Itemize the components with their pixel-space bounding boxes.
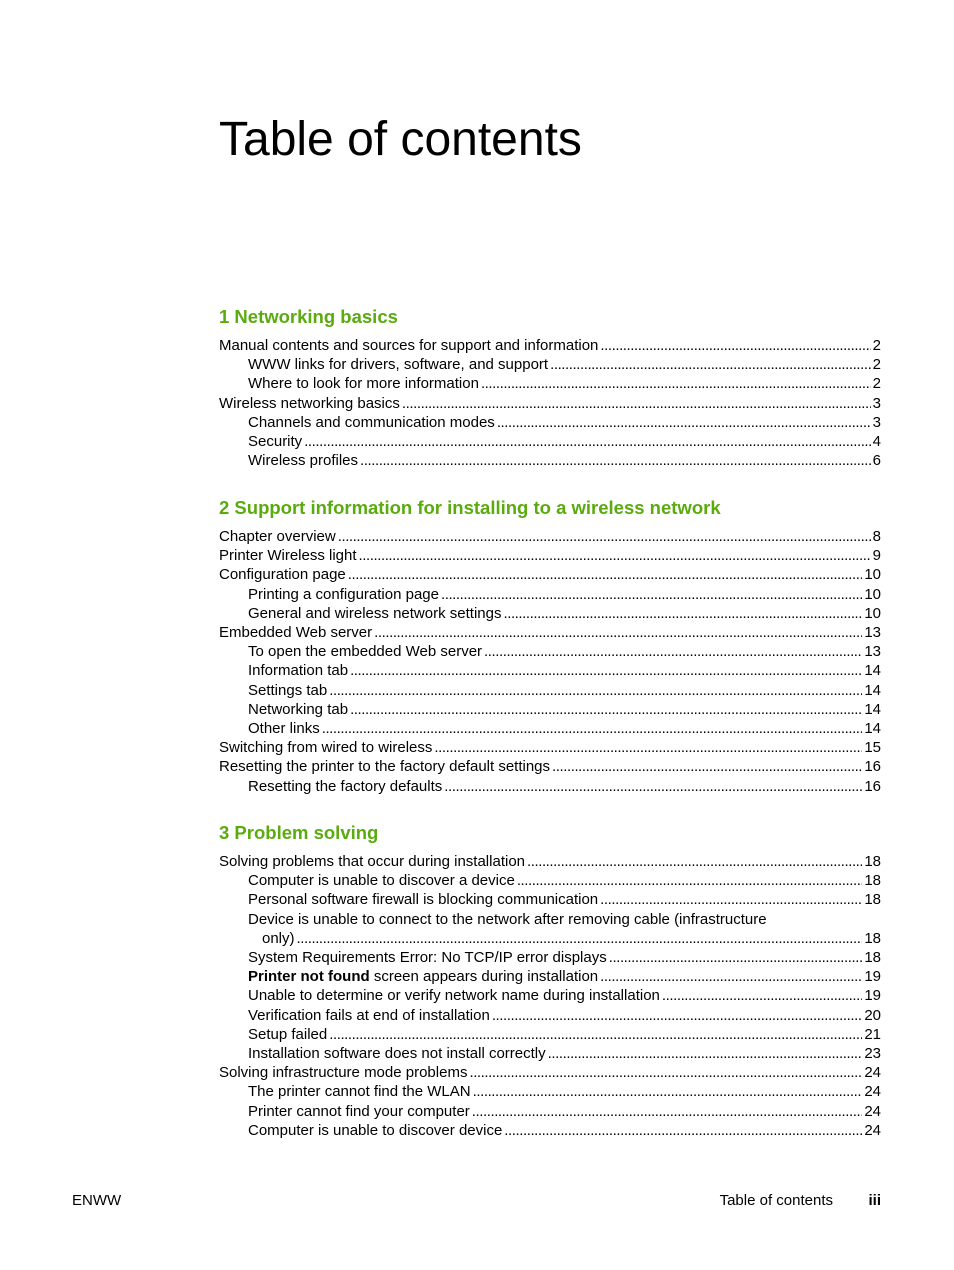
toc-entry[interactable] xyxy=(219,948,881,967)
entry-title: System Requirements Error: No TCP/IP error displays xyxy=(248,949,607,967)
entry-title: Resetting the printer to the factory default settings xyxy=(219,758,551,776)
entry-title: Device is unable to connect to the network after removing cable (infrastructure xyxy=(248,910,767,928)
dot-leader xyxy=(600,967,862,986)
page-number: 18 xyxy=(864,853,881,870)
toc-entry[interactable] xyxy=(219,871,881,890)
dot-leader xyxy=(609,948,863,967)
entry-title: The printer cannot find the WLAN xyxy=(248,1083,471,1101)
page-number: 14 xyxy=(864,681,881,699)
dot-leader xyxy=(359,546,871,565)
page-number: 2 xyxy=(872,337,881,354)
page-number: 18 xyxy=(864,949,881,967)
toc-entry[interactable] xyxy=(219,336,881,355)
page-number: 24 xyxy=(864,1121,881,1139)
toc-entry[interactable] xyxy=(219,777,881,796)
page-number: 15 xyxy=(864,739,881,757)
entry-title-rest: screen appears during installation xyxy=(369,968,599,986)
entry-title: Computer is unable to discover a device xyxy=(248,872,515,890)
page-number: 16 xyxy=(864,758,881,776)
dot-leader xyxy=(548,1044,863,1063)
toc-entry[interactable] xyxy=(219,681,881,700)
dot-leader xyxy=(527,852,862,871)
dot-leader xyxy=(350,700,862,719)
page-number: 3 xyxy=(872,413,881,431)
page-number: 18 xyxy=(864,872,881,890)
toc-entry[interactable] xyxy=(219,1121,881,1140)
toc-entry[interactable] xyxy=(219,642,881,661)
dot-leader xyxy=(472,1102,863,1121)
page-number: 18 xyxy=(864,891,881,909)
dot-leader xyxy=(350,661,862,680)
page-number: 16 xyxy=(864,777,881,795)
footer-section-title: Table of contents xyxy=(719,1192,833,1209)
dot-leader xyxy=(503,604,862,623)
toc-entries xyxy=(219,336,881,470)
toc-entry[interactable] xyxy=(219,565,881,584)
entry-title: Solving infrastructure mode problems xyxy=(219,1064,468,1082)
toc-entry[interactable] xyxy=(219,374,881,393)
toc-entry[interactable] xyxy=(219,661,881,680)
toc-section-1 xyxy=(219,306,881,470)
dot-leader xyxy=(402,394,871,413)
dot-leader xyxy=(492,1006,863,1025)
toc-section-3 xyxy=(219,822,881,1140)
toc-entry[interactable] xyxy=(219,1025,881,1044)
toc-entry[interactable] xyxy=(219,451,881,470)
toc-entry[interactable] xyxy=(219,1063,881,1082)
page-number: 21 xyxy=(864,1025,881,1043)
entry-title: Installation software does not install correctly xyxy=(248,1045,546,1063)
entry-title: Manual contents and sources for support and information xyxy=(219,337,599,354)
toc-entry[interactable] xyxy=(219,852,881,871)
page-number: 14 xyxy=(864,662,881,680)
toc-entry[interactable] xyxy=(219,890,881,909)
toc-entry[interactable] xyxy=(219,1006,881,1025)
entry-title: Personal software firewall is blocking communication xyxy=(248,891,599,909)
dot-leader xyxy=(469,1063,862,1082)
toc-entry[interactable] xyxy=(219,700,881,719)
page-number: 6 xyxy=(872,452,881,470)
toc-entry[interactable] xyxy=(219,432,881,451)
dot-leader xyxy=(441,585,862,604)
dot-leader xyxy=(322,719,863,738)
entry-title: Printer cannot find your computer xyxy=(248,1102,470,1120)
toc-entry[interactable] xyxy=(219,623,881,642)
entry-title: Channels and communication modes xyxy=(248,413,495,431)
entry-title: Configuration page xyxy=(219,566,346,584)
entry-title: Computer is unable to discover device xyxy=(248,1121,503,1139)
toc-entry[interactable] xyxy=(219,394,881,413)
entry-title: Switching from wired to wireless xyxy=(219,739,433,757)
entry-title: Wireless profiles xyxy=(248,452,359,470)
entry-title: To open the embedded Web server xyxy=(248,643,483,661)
section-heading[interactable]: 1 Networking basics xyxy=(219,306,398,327)
entry-title: Printer Wireless light xyxy=(219,547,357,565)
footer-page-number: iii xyxy=(868,1192,881,1209)
entry-title: Printing a configuration page xyxy=(248,585,439,603)
dot-leader xyxy=(374,623,862,642)
dot-leader xyxy=(473,1082,863,1101)
toc-entry[interactable] xyxy=(219,719,881,738)
page-number: 24 xyxy=(864,1083,881,1101)
toc-entry[interactable] xyxy=(219,1102,881,1121)
page-number: 4 xyxy=(872,433,881,451)
page-number: 2 xyxy=(872,375,881,393)
dot-leader xyxy=(297,929,863,948)
page-number: 19 xyxy=(864,968,881,986)
page-number: 13 xyxy=(864,624,881,642)
entry-title: Unable to determine or verify network name during installation xyxy=(248,987,660,1005)
toc-entry[interactable] xyxy=(219,604,881,623)
page-number: 3 xyxy=(872,394,881,412)
entry-title: General and wireless network settings xyxy=(248,604,502,622)
section-heading[interactable]: 3 Problem solving xyxy=(219,822,379,843)
dot-leader xyxy=(329,681,862,700)
toc-entry[interactable] xyxy=(219,1082,881,1101)
dot-leader xyxy=(504,1121,862,1140)
toc-entry[interactable] xyxy=(219,585,881,604)
dot-leader xyxy=(550,355,871,374)
dot-leader xyxy=(348,565,863,584)
entry-title: WWW links for drivers, software, and support xyxy=(248,356,549,374)
toc-entry[interactable] xyxy=(219,355,881,374)
entry-title: Settings tab xyxy=(248,681,328,699)
page-number: 14 xyxy=(864,700,881,718)
entry-title: Wireless networking basics xyxy=(219,394,400,412)
page-number: 24 xyxy=(864,1064,881,1082)
page-number: 13 xyxy=(864,643,881,661)
entry-title-continuation: only) xyxy=(262,929,295,947)
entry-title: Where to look for more information xyxy=(248,375,479,393)
page-number: 14 xyxy=(864,720,881,738)
entry-title-bold: Printer not found xyxy=(248,968,370,986)
toc-entries xyxy=(219,527,881,796)
toc-entries xyxy=(219,852,881,1140)
section-heading[interactable]: 2 Support information for installing to a wireless network xyxy=(219,497,721,518)
entry-title: Verification fails at end of installation xyxy=(248,1006,490,1024)
dot-leader xyxy=(484,642,862,661)
toc-entry[interactable] xyxy=(219,738,881,757)
dot-leader xyxy=(304,432,870,451)
page-number: 10 xyxy=(864,585,881,603)
dot-leader xyxy=(338,527,871,546)
toc-entry[interactable] xyxy=(219,967,881,986)
footer-doc-code: ENWW xyxy=(72,1192,122,1209)
page-title: Table of contents xyxy=(219,113,582,166)
entry-title: Solving problems that occur during installation xyxy=(219,853,525,870)
page-number: 23 xyxy=(864,1045,881,1063)
entry-title: Chapter overview xyxy=(219,528,336,545)
dot-leader xyxy=(360,451,871,470)
toc-section-2 xyxy=(219,497,881,796)
dot-leader xyxy=(329,1025,862,1044)
entry-title: Networking tab xyxy=(248,700,349,718)
page-number: 10 xyxy=(864,604,881,622)
page-number: 20 xyxy=(864,1006,881,1024)
toc-entry[interactable] xyxy=(219,413,881,432)
page-number: 18 xyxy=(864,929,881,947)
dot-leader xyxy=(552,757,862,776)
entry-title: Security xyxy=(248,433,303,451)
dot-leader xyxy=(481,374,871,393)
entry-title: Embedded Web server xyxy=(219,624,373,642)
entry-title: Information tab xyxy=(248,662,349,680)
page-number: 10 xyxy=(864,566,881,584)
toc-entry[interactable] xyxy=(219,546,881,565)
dot-leader xyxy=(600,336,870,355)
entry-title xyxy=(248,967,598,986)
entry-title: Resetting the factory defaults xyxy=(248,777,443,795)
dot-leader xyxy=(444,777,862,796)
entry-title: Setup failed xyxy=(248,1025,328,1043)
dot-leader xyxy=(497,413,871,432)
toc-entry[interactable] xyxy=(219,910,881,948)
page-number: 8 xyxy=(872,528,881,545)
toc-entry[interactable] xyxy=(219,757,881,776)
dot-leader xyxy=(600,890,862,909)
toc-entry[interactable] xyxy=(219,986,881,1005)
page-number: 9 xyxy=(872,547,881,565)
page-number: 2 xyxy=(872,356,881,374)
toc-entry[interactable] xyxy=(219,1044,881,1063)
page-number: 24 xyxy=(864,1102,881,1120)
toc-entry[interactable] xyxy=(219,527,881,546)
entry-title: Other links xyxy=(248,720,320,738)
dot-leader xyxy=(662,986,862,1005)
page-number: 19 xyxy=(864,987,881,1005)
dot-leader xyxy=(517,871,863,890)
dot-leader xyxy=(434,738,862,757)
